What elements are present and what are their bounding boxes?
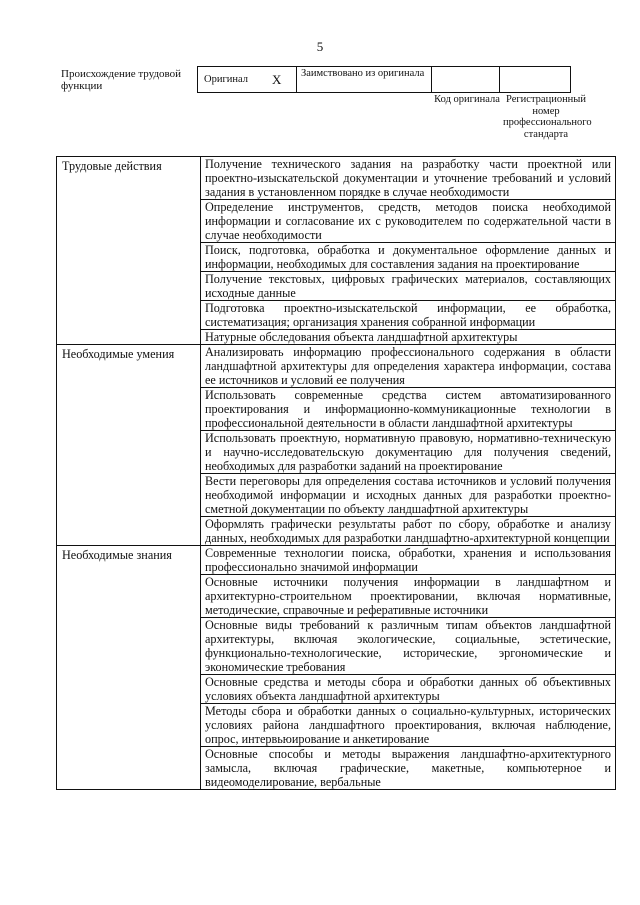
section-item: Вести переговоры для определения состава источников и условий получения необходимой информации и исходных данных для разработки проектно-сметной документации по объекту ландшафтной архитектуры: [201, 474, 616, 517]
section-item: Использовать современные средства систем автоматизированного проектирования и информационно-коммуникационные технологии в профессиональной деятельности в области ландшафтной архитектуры: [201, 388, 616, 431]
borrowed-cell: [296, 67, 431, 92]
origin-box: [197, 66, 571, 93]
section-item: Получение текстовых, цифровых графических материалов, составляющих исходные данные: [201, 272, 616, 301]
section-item: Основные виды требований к различным типам объектов ландшафтной архитектуры, включая экологические, социальные, эстетические, функционально-технологические, исторические, эргономические и экономические требования: [201, 618, 616, 675]
reg-number-caption: Регистрационный номер профессионального стандарта: [503, 94, 592, 140]
table-row: [57, 345, 616, 388]
table-row: [57, 157, 616, 200]
section-item: Оформлять графически результаты работ по сбору, обработке и анализу данных, необходимых для разработки ландшафтно-архитектурной концепции: [201, 517, 616, 546]
section-item: Анализировать информацию профессионального содержания в области ландшафтной архитектуры для определения характера информации, состава ее источников и условий ее получения: [201, 345, 616, 388]
code-caption: Код оригинала: [434, 94, 500, 105]
section-item: Основные средства и методы сбора и обработки данных об объективных условиях объекта ландшафтной архитектуры: [201, 675, 616, 704]
section-label: Трудовые действия: [57, 157, 201, 345]
section-item: Основные способы и методы выражения ландшафтно-архитектурного замысла, включая графические, макетные, компьютерное и видеомоделирование, вербальные: [201, 747, 616, 790]
reg-number-cell: [499, 67, 571, 92]
borrowed-label: Заимствовано из оригинала: [301, 68, 425, 79]
section-label: Необходимые знания: [57, 546, 201, 790]
section-item: Основные источники получения информации в ландшафтном и архитектурно-строительном проектировании, включая нормативные, методические, справочные и реферативные источники: [201, 575, 616, 618]
section-item: Поиск, подготовка, обработка и документальное оформление данных и информации, необходимых для составления задания на проектирование: [201, 243, 616, 272]
section-item: Получение технического задания на разработку части проектной или проектно-изыскательской документации и уточнение требований и условий задания в установленном порядке в случае необходимости: [201, 157, 616, 200]
section-item: Методы сбора и обработки данных о социально-культурных, исторических условиях района ландшафтного проектирования, включая наблюдение, опрос, интервьюирование и анкетирование: [201, 704, 616, 747]
functions-table: [56, 156, 616, 790]
section-item: Подготовка проектно-изыскательской информации, ее обработка, систематизация; организация хранения собранной информации: [201, 301, 616, 330]
section-item: Натурные обследования объекта ландшафтной архитектуры: [201, 330, 616, 345]
section-item: Современные технологии поиска, обработки, хранения и использования профессионально значимой информации: [201, 546, 616, 575]
table-row: [57, 546, 616, 575]
original-mark: X: [272, 72, 282, 87]
section-label: Необходимые умения: [57, 345, 201, 546]
origin-label: Происхождение трудовой функции: [61, 68, 182, 92]
section-item: Определение инструментов, средств, методов поиска необходимой информации и согласование их с руководителем по содержательной части в случае необходимости: [201, 200, 616, 243]
page-number: 5: [316, 39, 324, 54]
original-label: Оригинал: [204, 74, 248, 85]
original-cell: [197, 67, 296, 92]
section-item: Использовать проектную, нормативную правовую, нормативно-техническую и научно-исследовательскую документацию для получения сведений, необходимых для разработки заданий на проектирование: [201, 431, 616, 474]
code-cell: [431, 67, 499, 92]
